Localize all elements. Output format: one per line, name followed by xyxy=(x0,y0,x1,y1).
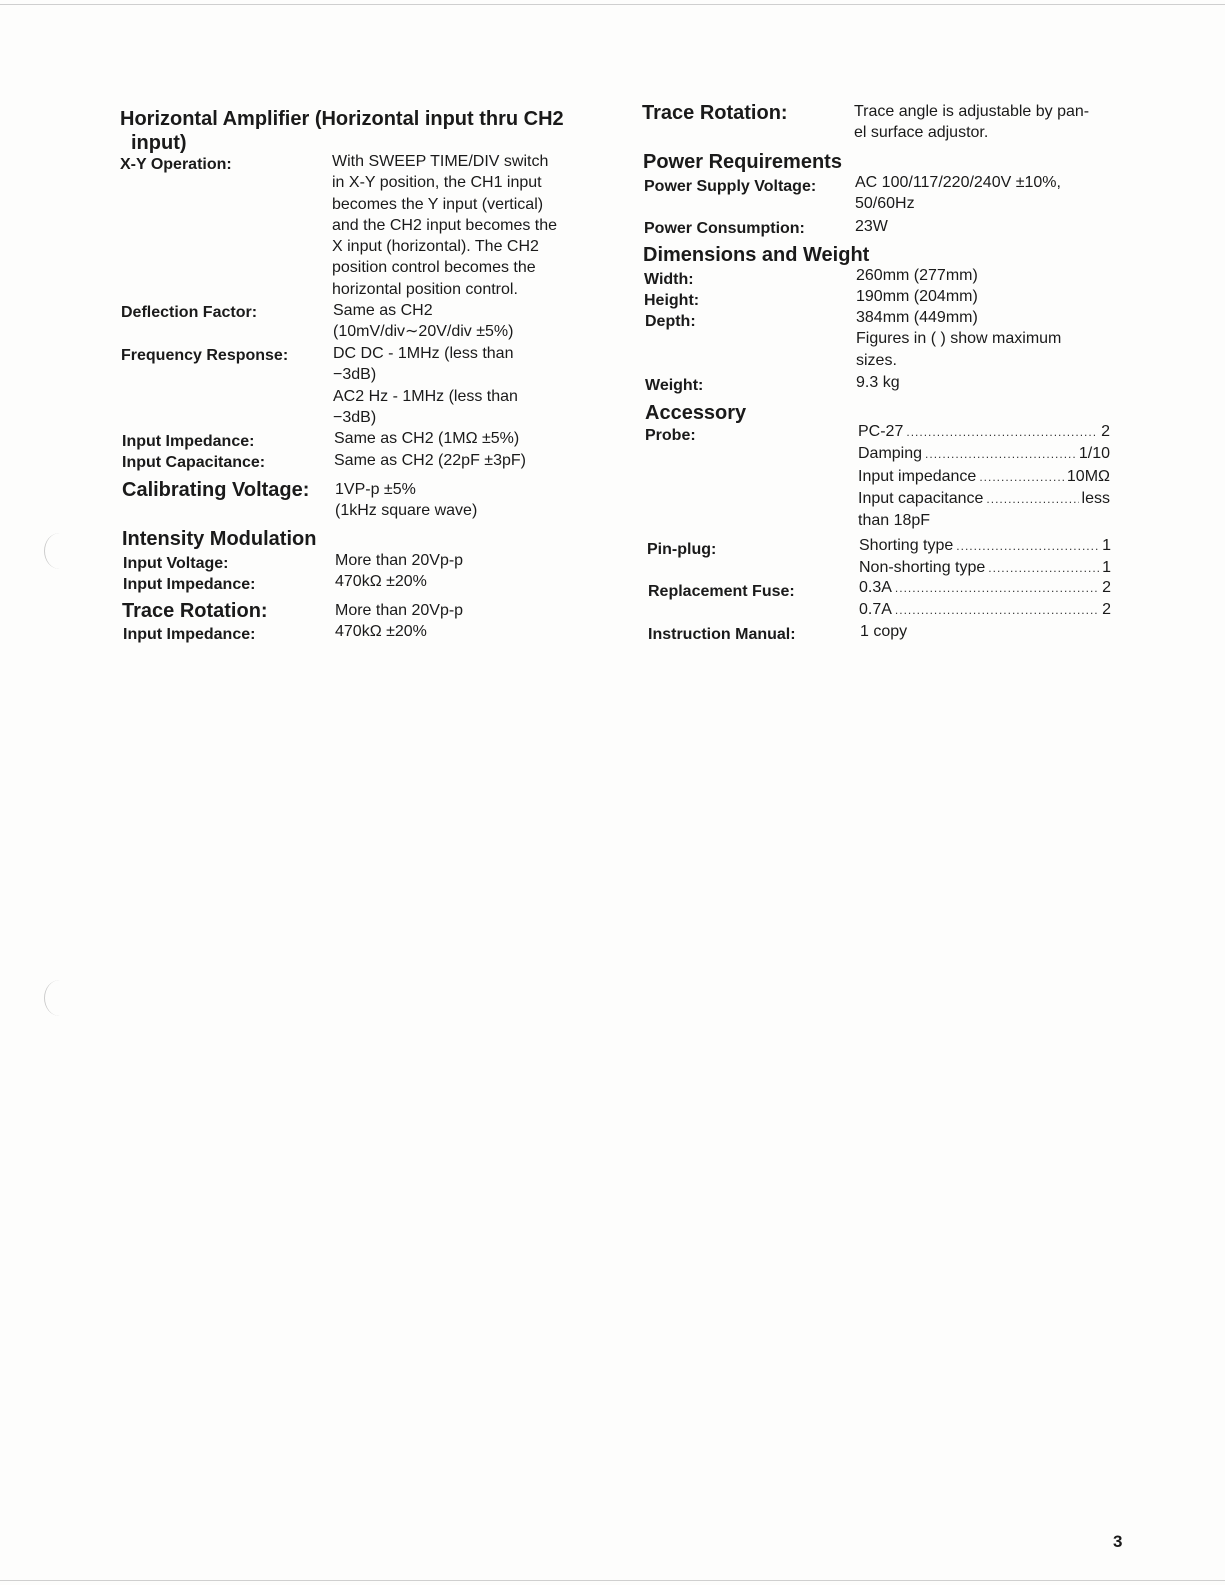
list-item: Shorting type ..... 1 xyxy=(859,535,1111,557)
list-item: Damping ..... 1/10 xyxy=(858,443,1110,465)
weight-label: Weight: xyxy=(645,377,704,394)
depth-line: 384mm (449mm) xyxy=(856,309,978,326)
horizontal-amplifier-heading: Horizontal Amplifier (Horizontal input thru CH2 xyxy=(120,108,564,130)
freq-line: −3dB) xyxy=(333,408,377,426)
supply-line: AC 100/117/220/240V ±10%, xyxy=(855,174,1061,191)
replacement-fuse-label: Replacement Fuse: xyxy=(648,583,795,600)
probe-tail: than 18pF xyxy=(858,512,931,530)
binder-hole-upper xyxy=(44,533,75,569)
depth-line: sizes. xyxy=(856,351,897,369)
xy-line: With SWEEP TIME/DIV switch xyxy=(332,153,549,170)
bottom-edge-line xyxy=(0,1580,1225,1581)
tr-input-impedance-label: Input Impedance: xyxy=(123,626,256,643)
horizontal-amplifier-heading-cont: input) xyxy=(131,132,187,154)
width-value: 260mm (277mm) xyxy=(856,267,978,284)
deflection-line: Same as CH2 xyxy=(333,302,433,319)
xy-line: and the CH2 input becomes the xyxy=(332,216,558,234)
input-capacitance-label: Input Capacitance: xyxy=(122,454,266,471)
xy-line: in X-Y position, the CH1 input xyxy=(332,174,542,192)
list-item: 0.3A ..... 2 xyxy=(859,577,1111,599)
trace-rotation-line: Trace angle is adjustable by pan- xyxy=(854,103,1090,120)
im-input-impedance-label: Input Impedance: xyxy=(123,576,256,593)
binder-hole-lower xyxy=(44,980,75,1016)
trace-rotation-value-right xyxy=(854,101,1089,144)
top-edge-line xyxy=(0,4,1225,5)
im-input-impedance-value: 470kΩ ±20% xyxy=(335,573,427,590)
power-consumption-value: 23W xyxy=(855,218,888,235)
trace-rotation-line: el surface adjustor. xyxy=(854,124,989,142)
trace-rotation-value-left: More than 20Vp-p xyxy=(335,602,464,619)
pin-plug-list xyxy=(859,535,1111,580)
xy-line: horizontal position control. xyxy=(332,280,518,298)
width-label: Width: xyxy=(644,271,694,288)
freq-line: AC2 Hz - 1MHz (less than xyxy=(333,387,518,405)
input-capacitance-value: Same as CH2 (22pF ±3pF) xyxy=(334,452,526,469)
list-item: Input impedance ..... 10MΩ xyxy=(858,466,1110,488)
list-item: Input capacitance ..... less xyxy=(858,488,1110,510)
freq-line: −3dB) xyxy=(333,366,377,384)
dimensions-weight-heading: Dimensions and Weight xyxy=(643,244,870,266)
depth-value xyxy=(856,307,1061,371)
xy-line: position control becomes the xyxy=(332,259,536,277)
input-impedance-label: Input Impedance: xyxy=(122,433,255,450)
deflection-factor-label: Deflection Factor: xyxy=(121,304,258,321)
power-requirements-heading: Power Requirements xyxy=(643,151,842,173)
height-label: Height: xyxy=(644,292,700,309)
trace-rotation-heading-right: Trace Rotation: xyxy=(642,102,788,124)
weight-value: 9.3 kg xyxy=(856,374,900,391)
calibrating-line: 1VP-p ±5% xyxy=(335,481,416,498)
power-consumption-label: Power Consumption: xyxy=(644,220,805,237)
im-input-voltage-value: More than 20Vp-p xyxy=(335,552,464,569)
accessory-heading: Accessory xyxy=(645,402,747,424)
im-input-voltage-label: Input Voltage: xyxy=(123,555,229,572)
tr-input-impedance-value: 470kΩ ±20% xyxy=(335,623,427,640)
deflection-factor-value xyxy=(333,300,513,343)
calibrating-voltage-value xyxy=(335,479,477,522)
depth-label: Depth: xyxy=(645,313,696,330)
height-value: 190mm (204mm) xyxy=(856,288,978,305)
page-number: 3 xyxy=(1113,1532,1123,1551)
probe-list xyxy=(858,421,1110,531)
xy-operation-value xyxy=(332,151,557,300)
instruction-manual-value: 1 copy xyxy=(860,623,908,640)
power-supply-voltage-label: Power Supply Voltage: xyxy=(644,178,817,195)
deflection-line: (10mV/div∼20V/div ±5%) xyxy=(333,323,514,341)
frequency-response-label: Frequency Response: xyxy=(121,347,289,364)
depth-line: Figures in ( ) show maximum xyxy=(856,330,1062,348)
intensity-modulation-heading: Intensity Modulation xyxy=(122,528,317,550)
freq-line: DC DC - 1MHz (less than xyxy=(333,345,514,362)
power-supply-voltage-value xyxy=(855,172,1061,215)
instruction-manual-label: Instruction Manual: xyxy=(648,626,796,643)
list-item: 0.7A ..... 2 xyxy=(859,599,1111,621)
trace-rotation-heading-left: Trace Rotation: xyxy=(122,600,268,622)
xy-operation-label: X-Y Operation: xyxy=(120,156,232,173)
xy-line: X input (horizontal). The CH2 xyxy=(332,238,539,256)
supply-line: 50/60Hz xyxy=(855,195,915,213)
input-impedance-value: Same as CH2 (1MΩ ±5%) xyxy=(334,430,520,447)
replacement-fuse-list xyxy=(859,577,1111,622)
list-item: PC-27 ..... 2 xyxy=(858,421,1110,443)
probe-label: Probe: xyxy=(645,427,696,444)
pin-plug-label: Pin-plug: xyxy=(647,541,717,558)
list-item: Non-shorting type ..... 1 xyxy=(859,557,1111,579)
calibrating-voltage-heading: Calibrating Voltage: xyxy=(122,479,310,501)
calibrating-line: (1kHz square wave) xyxy=(335,502,478,520)
xy-line: becomes the Y input (vertical) xyxy=(332,195,544,213)
frequency-response-value xyxy=(333,343,518,428)
